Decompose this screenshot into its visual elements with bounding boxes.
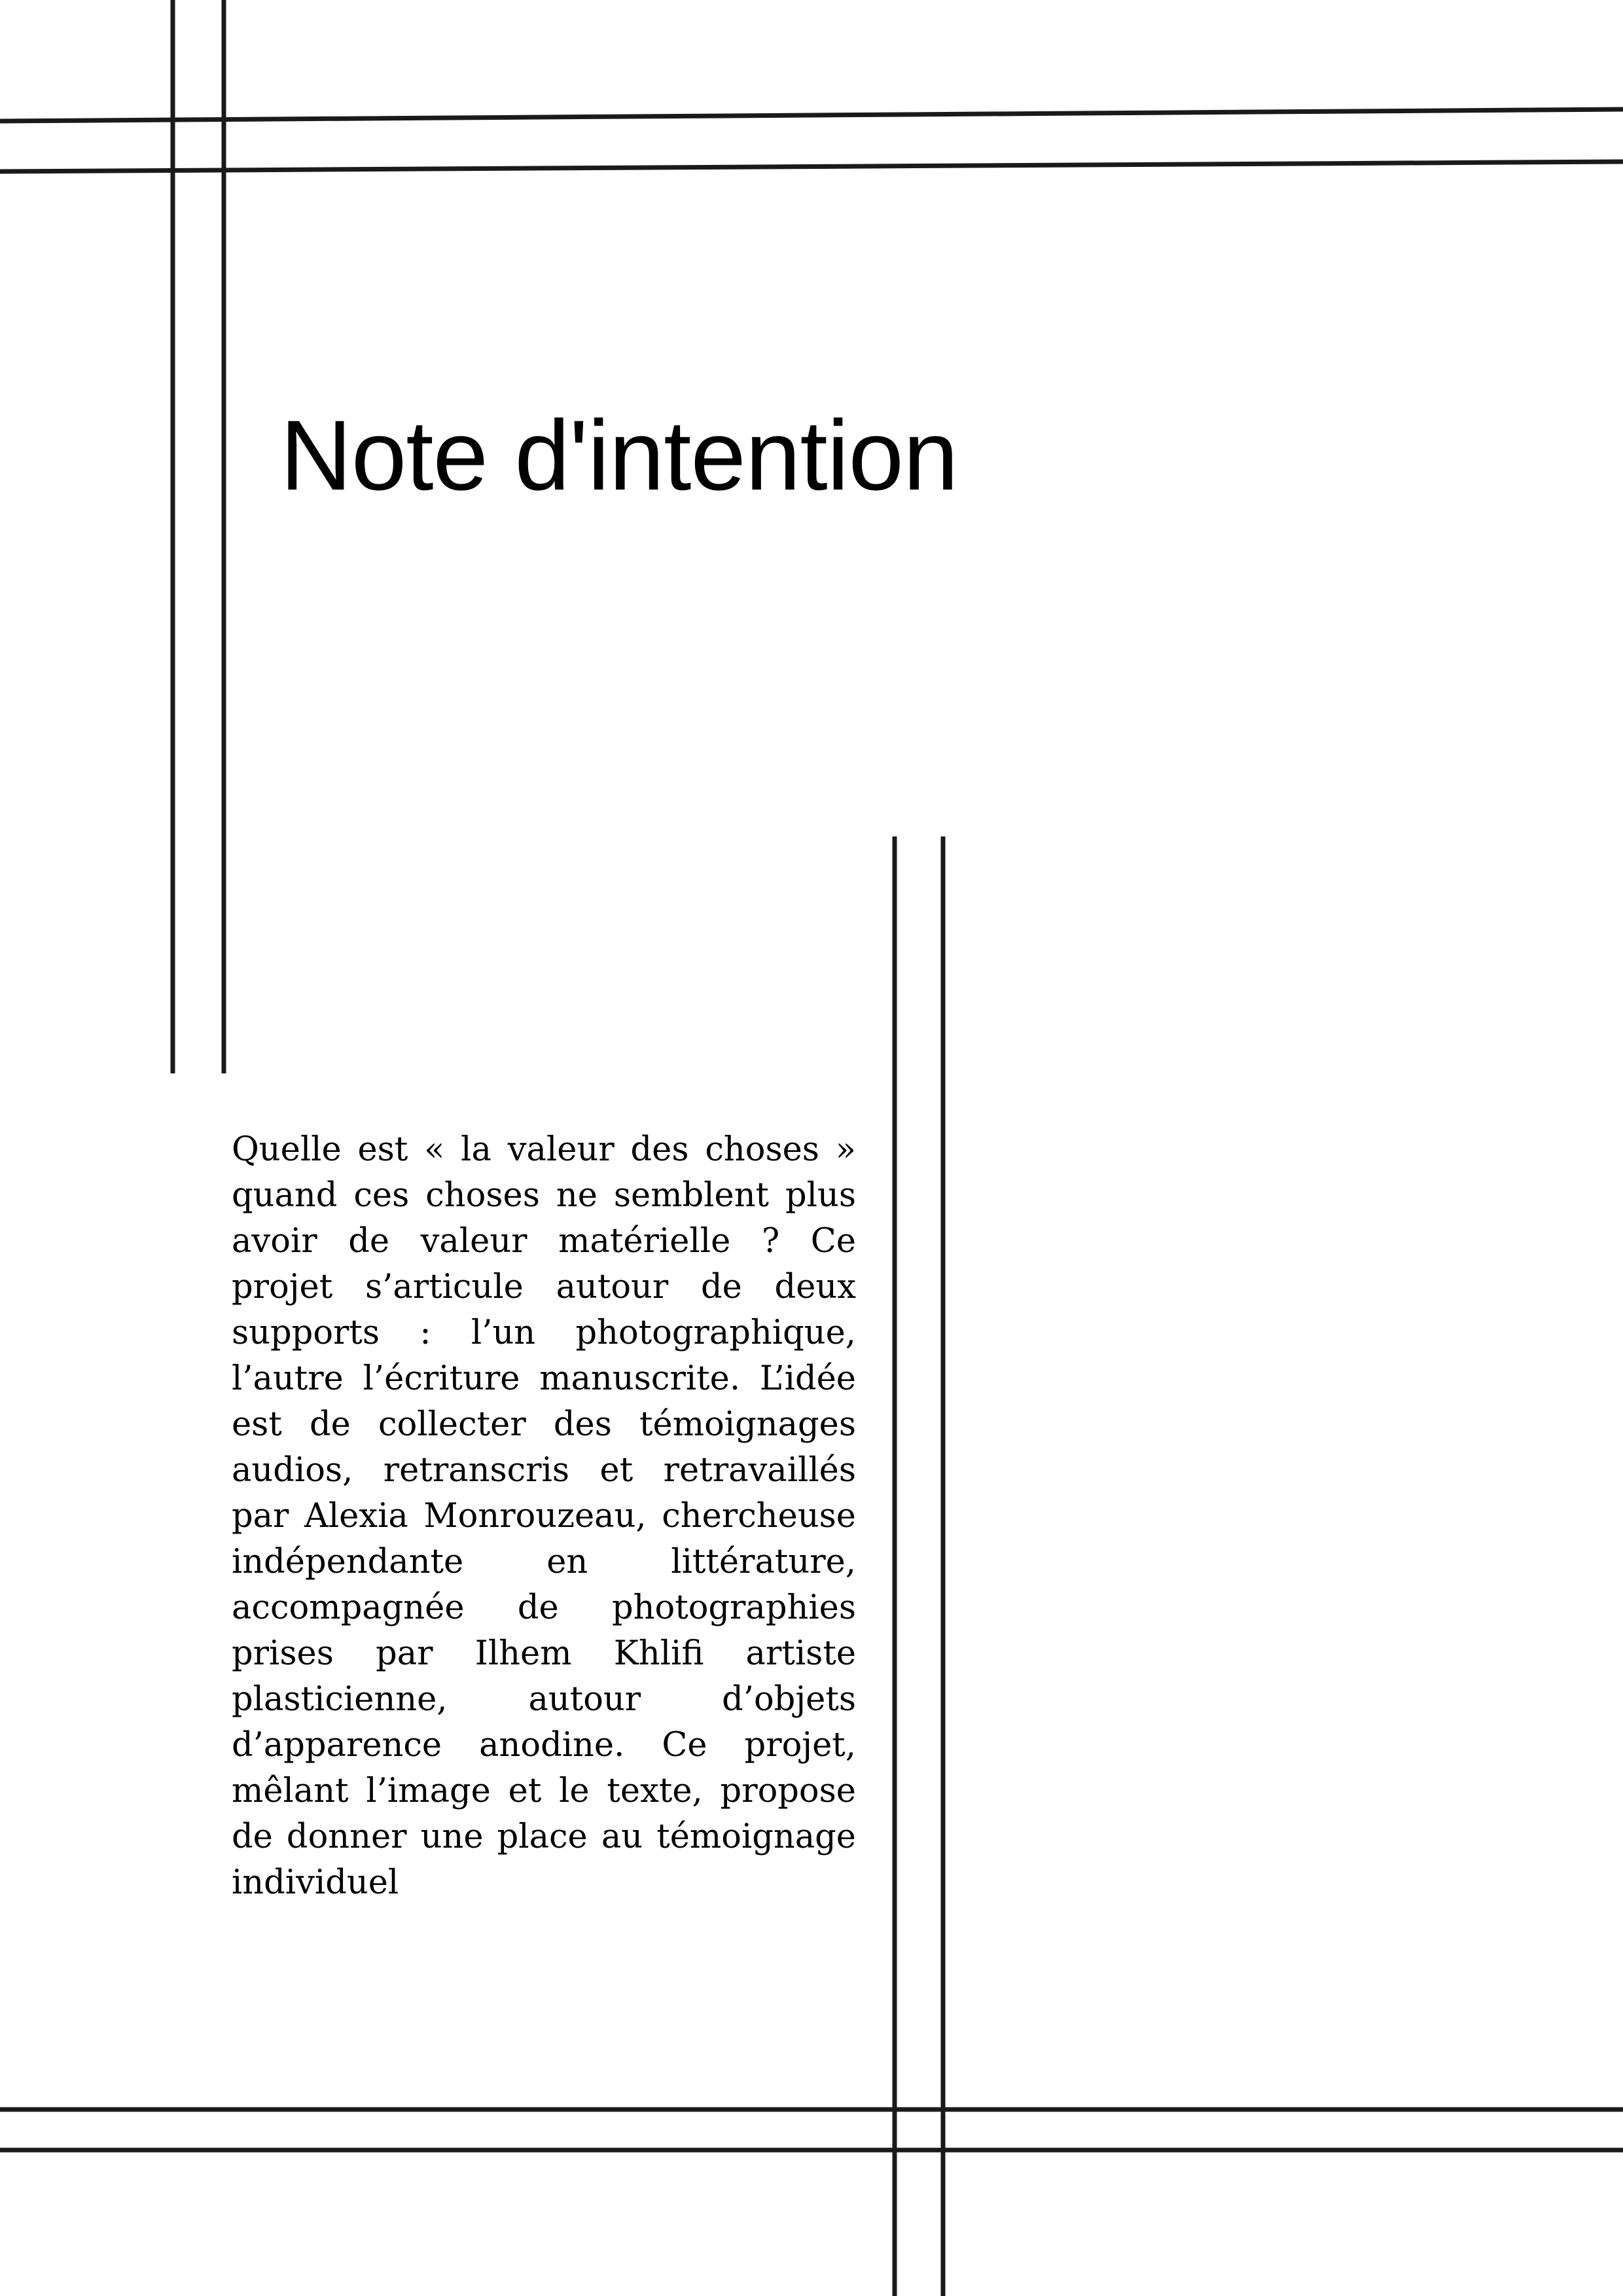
- page-title: Note d'intention: [280, 400, 958, 511]
- intro-paragraph: Quelle est « la valeur des choses » quand ces choses ne semblent plus avoir de valeur matérielle ? Ce projet s’articule autour de deux supports : l’un photographique, l’autre l’écriture manuscrite. L’idée est de collecter des témoignages audios, retranscris et retravaillés par Alexia Monrouzeau, chercheuse indépendante en littérature, accompagnée de photographies prises par Ilhem Khlifi artiste plasticienne, autour d’objets d’apparence anodine. Ce projet, mêlant l’image et le texte, propose de donner une place au témoignage individuel: [232, 1130, 856, 1902]
- top-rule-lower: [0, 162, 1623, 171]
- top-rule-upper: [0, 109, 1623, 121]
